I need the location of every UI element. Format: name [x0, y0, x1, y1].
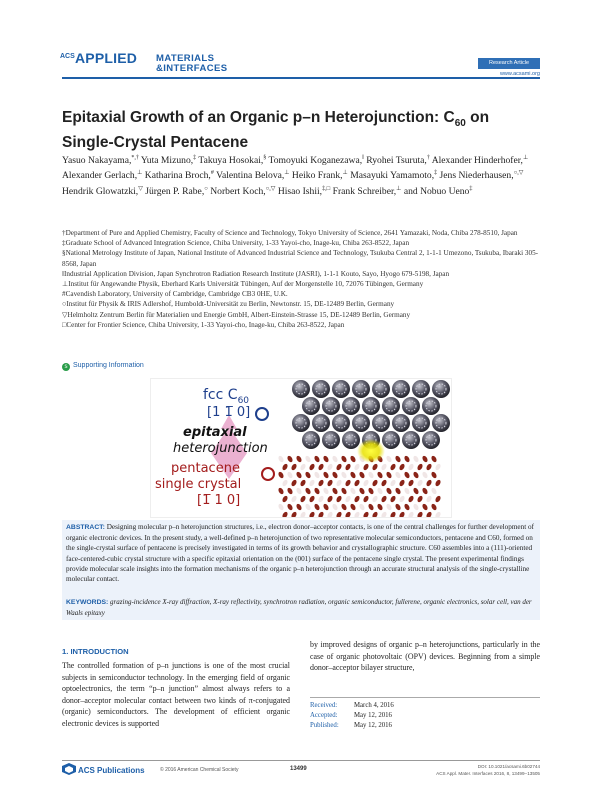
toc-fcc-direction: [1 1̅ 0] — [207, 405, 251, 420]
pentacene-atom — [308, 479, 315, 487]
pentacene-atom — [425, 479, 432, 487]
pentacene-atom — [349, 503, 356, 511]
pentacene-atom — [371, 463, 378, 471]
pentacene-atom — [407, 511, 414, 517]
pentacene-atom — [416, 463, 423, 471]
accepted-date: May 12, 2016 — [354, 712, 392, 719]
pentacene-atom — [371, 495, 378, 503]
pentacene-atom — [304, 487, 311, 495]
publisher-name: ACS Publications — [77, 766, 145, 775]
logo-materials-text: MATERIALS — [156, 53, 215, 64]
pentacene-atom — [434, 463, 441, 471]
pentacene-atom — [412, 455, 419, 463]
pentacene-atom — [412, 503, 419, 511]
pentacene-atom — [277, 471, 284, 479]
pentacene-atom — [376, 471, 383, 479]
acs-publications-logo — [62, 763, 157, 777]
pentacene-atom — [407, 463, 414, 471]
toc-graphic — [150, 378, 452, 518]
c60-molecule — [372, 414, 390, 432]
c60-molecule — [392, 380, 410, 398]
pentacene-atom — [362, 511, 369, 517]
c60-molecule — [292, 414, 310, 432]
c60-molecule — [312, 414, 330, 432]
pentacene-atom — [403, 455, 410, 463]
keywords-label: KEYWORDS: — [66, 599, 109, 606]
received-date: March 4, 2016 — [354, 702, 394, 709]
pentacene-atom — [371, 479, 378, 487]
toc-fcc-label: fcc $C_{60}$ — [203, 387, 250, 406]
pentacene-atom — [403, 503, 410, 511]
pentacene-atom — [290, 463, 297, 471]
author[interactable]: Yasuo Nakayama,*,† — [62, 155, 139, 167]
pentacene-atom — [362, 495, 369, 503]
toc-heterojunction-label: heterojunction — [173, 441, 268, 456]
pentacene-atom — [394, 455, 401, 463]
pentacene-atom — [430, 487, 437, 495]
pentacene-atom — [421, 455, 428, 463]
pentacene-atom — [376, 503, 383, 511]
supporting-info-icon: s — [62, 363, 70, 371]
pentacene-atom — [290, 495, 297, 503]
pentacene-atom — [326, 463, 333, 471]
author[interactable]: Masayuki Yamamoto,‡ — [350, 170, 438, 182]
pentacene-atom — [430, 503, 437, 511]
c60-molecule — [342, 431, 360, 449]
pentacene-atom — [344, 463, 351, 471]
pentacene-atom — [331, 503, 338, 511]
published-date: May 12, 2016 — [354, 722, 392, 729]
article-type-badge: Research Article — [478, 58, 540, 69]
accepted-label: Accepted: — [310, 712, 338, 719]
author[interactable]: Tomoyuki Koganezawa,‖ — [268, 155, 364, 167]
c60-molecule — [332, 414, 350, 432]
pentacene-atom — [340, 471, 347, 479]
body-column-left: The controlled formation of p–n junctions is one of the most crucial subjects in semiconductor technology. In the emerging field of organic optoelectronics, the term “p–n junction” almost always refers to a donor–acceptor molecular contact between two kinds of π-conjugated (organic) semiconductors. The development of efficient organic electronic devices is supported — [62, 661, 290, 728]
pentacene-atom — [349, 455, 356, 463]
pentacene-atom — [416, 511, 423, 517]
pentacene-atom — [335, 495, 342, 503]
affiliation-list — [62, 228, 542, 330]
pentacene-atom — [304, 503, 311, 511]
author[interactable]: Frank Schreiber,⊥ — [332, 185, 402, 197]
toc-top-target-icon — [255, 407, 269, 421]
pentacene-atom — [385, 471, 392, 479]
pentacene-atom — [385, 503, 392, 511]
logo-applied-text: APPLIED — [75, 50, 138, 66]
c60-molecule — [402, 431, 420, 449]
c60-molecule — [432, 380, 450, 398]
pentacene-atom — [394, 487, 401, 495]
pentacene-atom — [308, 511, 315, 517]
pentacene-atom — [295, 503, 302, 511]
pentacene-atom — [299, 479, 306, 487]
pentacene-atom — [286, 455, 293, 463]
pentacene-atom — [295, 471, 302, 479]
keywords-text: grazing-incidence X-ray diffraction, X-ray reflectivity, synchrotron radiation, organic semiconductor, fullerene, organic electronics, solar cell, van der Waals epitaxy — [66, 598, 532, 617]
toc-single-crystal-label: single crystal — [155, 477, 242, 492]
pentacene-atom — [362, 479, 369, 487]
pentacene-atom — [304, 471, 311, 479]
pentacene-atom — [331, 471, 338, 479]
pentacene-atom — [430, 471, 437, 479]
author[interactable]: Jürgen P. Rabe,○ — [145, 185, 208, 197]
pentacene-atom — [416, 495, 423, 503]
pentacene-atom — [358, 503, 365, 511]
pentacene-atom — [385, 455, 392, 463]
pentacene-atom — [344, 495, 351, 503]
header-divider — [62, 77, 540, 79]
author[interactable]: Alexander Gerlach,⊥ — [62, 170, 143, 182]
pentacene-atom — [308, 463, 315, 471]
pentacene-atom — [353, 479, 360, 487]
pentacene-atom — [398, 479, 405, 487]
pentacene-atom — [362, 463, 369, 471]
pentacene-atom — [376, 487, 383, 495]
pentacene-atom — [425, 495, 432, 503]
c60-molecule — [412, 380, 430, 398]
pentacene-atom — [430, 455, 437, 463]
pentacene-atom — [304, 455, 311, 463]
published-label: Published: — [310, 722, 339, 729]
pentacene-atom — [367, 503, 374, 511]
body-column-right: by improved designs of organic p–n heterojunctions, particularly in the case of organic photovoltaic (OPV) devices. Beginning from a simple donor–acceptor bilayer structure, — [310, 640, 540, 673]
pentacene-atom — [344, 511, 351, 517]
c60-molecule — [332, 380, 350, 398]
pentacene-atom — [340, 455, 347, 463]
pentacene-atom — [326, 511, 333, 517]
author[interactable]: Yuta Mizuno,‡ — [140, 155, 197, 167]
c60-molecule — [432, 414, 450, 432]
pentacene-atom — [281, 463, 288, 471]
author[interactable]: Alexander Hinderhofer,⊥ — [431, 155, 529, 167]
pentacene-atom — [434, 495, 441, 503]
pentacene-atom — [290, 511, 297, 517]
author[interactable]: Hendrik Glowatzki,▽ — [62, 185, 143, 197]
c60-molecule — [352, 414, 370, 432]
pentacene-atom — [353, 495, 360, 503]
pentacene-atom — [331, 487, 338, 495]
abstract-label: ABSTRACT: — [66, 524, 105, 531]
pentacene-atom — [380, 479, 387, 487]
c60-molecule — [292, 380, 310, 398]
pentacene-atom — [425, 511, 432, 517]
pentacene-atom — [380, 495, 387, 503]
c60-molecule — [352, 380, 370, 398]
pentacene-atom — [322, 455, 329, 463]
c60-molecule — [362, 397, 380, 415]
citation: ACS Appl. Mater. Interfaces 2016, 8, 13499−13505 — [436, 770, 540, 776]
pentacene-atom — [421, 471, 428, 479]
pentacene-atom — [434, 479, 441, 487]
pentacene-atom — [412, 487, 419, 495]
pentacene-atom — [331, 455, 338, 463]
affiliation: ⊥Institut für Angewandte Physik, Eberhard Karls Universität Tübingen, Auf der Morgenstelle 10, 72076 Tübingen, Germany — [62, 280, 424, 289]
c60-molecule — [422, 397, 440, 415]
pentacene-atom — [277, 455, 284, 463]
pentacene-atom — [317, 495, 324, 503]
pentacene-atom — [412, 471, 419, 479]
pentacene-atom — [398, 495, 405, 503]
pentacene-atom — [286, 471, 293, 479]
affiliation: □Center for Frontier Science, Chiba University, 1-33 Yayoi-cho, Inage-ku, Chiba 263-8522, Japan — [62, 320, 345, 329]
pentacene-atom — [277, 503, 284, 511]
pentacene-atom — [367, 471, 374, 479]
pentacene-atom — [407, 495, 414, 503]
author[interactable]: Ryohei Tsuruta,† — [366, 155, 430, 167]
acs-hexagon-icon — [62, 763, 76, 775]
pentacene-atom — [308, 495, 315, 503]
pentacene-atom — [299, 463, 306, 471]
doi-link[interactable]: DOI: 10.1021/acsami.6b02744 — [477, 764, 540, 769]
pentacene-atom — [389, 495, 396, 503]
pentacene-atom — [385, 487, 392, 495]
pentacene-atom — [313, 471, 320, 479]
pentacene-atom — [398, 511, 405, 517]
pentacene-atom — [277, 487, 284, 495]
copyright: © 2016 American Chemical Society — [160, 767, 239, 773]
c60-molecule — [382, 397, 400, 415]
pentacene-atom — [434, 511, 441, 517]
c60-molecule — [322, 431, 340, 449]
pentacene-atom — [281, 495, 288, 503]
pentacene-atom — [340, 487, 347, 495]
c60-molecule — [342, 397, 360, 415]
pentacene-atom — [290, 479, 297, 487]
c60-molecule — [422, 431, 440, 449]
author[interactable]: Norbert Koch,○,▽ — [210, 185, 276, 197]
author[interactable]: Katharina Broch,# — [144, 170, 214, 182]
author[interactable]: Heiko Frank,⊥ — [291, 170, 348, 182]
pentacene-atom — [416, 479, 423, 487]
pentacene-atom — [322, 471, 329, 479]
pentacene-atom — [340, 503, 347, 511]
c60-molecule — [412, 414, 430, 432]
c60-molecule — [322, 397, 340, 415]
affiliation: #Cavendish Laboratory, University of Cambridge, Cambridge CB3 0HE, U.K. — [62, 290, 288, 299]
pentacene-atom — [358, 471, 365, 479]
pentacene-atom — [299, 511, 306, 517]
pentacene-atom — [344, 479, 351, 487]
toc-pentacene-label: pentacene — [171, 461, 240, 476]
author[interactable]: Valentina Belova,⊥ — [216, 170, 290, 182]
c60-molecule — [382, 431, 400, 449]
pentacene-atom — [403, 471, 410, 479]
pentacene-atom — [295, 487, 302, 495]
author-list — [62, 152, 542, 198]
pentacene-atom — [317, 463, 324, 471]
pentacene-atom — [425, 463, 432, 471]
affiliation: §National Metrology Institute of Japan, National Institute of Advanced Industrial Science and Technology, Tsukuba Central 2, 1-1-1 Umezono, Tsukuba, Ibaraki 305-8568, Japan — [62, 249, 539, 268]
keywords — [66, 597, 536, 618]
affiliation: †Department of Pure and Applied Chemistry, Faculty of Science and Technology, Tokyo University of Science, 2641 Yamazaki, Noda, Chiba 278-8510, Japan — [62, 229, 518, 237]
c60-molecule — [312, 380, 330, 398]
logo-acs-text: ACS — [60, 53, 75, 60]
toc-bottom-target-icon — [261, 467, 275, 481]
pentacene-atom — [371, 511, 378, 517]
affiliation: ‡Graduate School of Advanced Integration Science, Chiba University, 1-33 Yayoi-cho, Inage-ku, Chiba 263-8522, Japan — [62, 239, 410, 248]
pentacene-atom — [353, 511, 360, 517]
c60-layer — [292, 380, 450, 449]
pentacene-atom — [286, 503, 293, 511]
pentacene-atom — [358, 487, 365, 495]
epitaxial-highlight — [357, 439, 385, 463]
author[interactable]: and Nobuo Ueno‡ — [403, 185, 473, 197]
pentacene-atom — [295, 455, 302, 463]
pentacene-atom — [389, 463, 396, 471]
section-heading: 1. INTRODUCTION — [62, 647, 129, 656]
page-number: 13499 — [290, 766, 307, 772]
pentacene-atom — [326, 479, 333, 487]
pentacene-atom — [335, 479, 342, 487]
pentacene-atom — [389, 511, 396, 517]
pentacene-atom — [394, 471, 401, 479]
c60-molecule — [372, 380, 390, 398]
abstract-text: Designing molecular p–n heterojunction structures, i.e., electron donor–acceptor contacts, is one of the central challenges for further development of organic electronic devices. In the present study, a well-defined p–n heterojunction of two representative molecular semiconductors, pentacene and C60, formed on the single-crystal surface of pentacene is precisely investigated in terms of its growth behavior and crystallographic structure. C60 assembles into a (111)-oriented face-centered-cubic crystal structure with a specific epitaxial orientation on the (001) surface of the pentacene single crystal. The present experimental findings provide molecular scale insights into the formation mechanisms of the organic p–n heterojunction through an accurate structural analysis of the single-crystalline molecular contact. — [66, 523, 534, 584]
affiliation: ○Institut für Physik & IRIS Adlershof, Humboldt-Universität zu Berlin, Newtonstr. 15, DE-12489 Berlin, Germany — [62, 300, 395, 309]
c60-molecule — [302, 397, 320, 415]
pentacene-atom — [353, 463, 360, 471]
pentacene-atom — [380, 463, 387, 471]
c60-molecule — [402, 397, 420, 415]
toc-pentacene-direction: [1̅ 1 0] — [197, 493, 241, 508]
toc-epitaxial-label: epitaxial — [183, 425, 247, 440]
pentacene-atom — [394, 503, 401, 511]
journal-website-link[interactable]: www.acsami.org — [499, 71, 540, 77]
c60-molecule — [392, 414, 410, 432]
pentacene-layer — [277, 455, 441, 517]
pentacene-atom — [326, 495, 333, 503]
author[interactable]: Jens Niederhausen,○,▽ — [439, 170, 524, 182]
pentacene-atom — [335, 463, 342, 471]
doi-citation — [400, 764, 540, 777]
pentacene-atom — [421, 503, 428, 511]
pentacene-atom — [367, 487, 374, 495]
pentacene-atom — [286, 487, 293, 495]
abstract — [66, 522, 536, 584]
pentacene-atom — [281, 511, 288, 517]
author[interactable]: Takuya Hosokai,§ — [198, 155, 267, 167]
pentacene-atom — [313, 455, 320, 463]
pentacene-atom — [407, 479, 414, 487]
article-title: Epitaxial Growth of an Organic p–n Heterojunction: $C_{60}$ on Single-Crystal Pentacene — [62, 109, 490, 152]
pentacene-atom — [313, 503, 320, 511]
footer-divider — [62, 760, 540, 761]
pentacene-atom — [389, 479, 396, 487]
pentacene-atom — [281, 479, 288, 487]
pentacene-atom — [317, 511, 324, 517]
pentacene-atom — [299, 495, 306, 503]
logo-interfaces-text: &INTERFACES — [156, 63, 228, 74]
pentacene-atom — [349, 471, 356, 479]
pentacene-atom — [322, 503, 329, 511]
pentacene-atom — [349, 487, 356, 495]
pentacene-atom — [403, 487, 410, 495]
pentacene-atom — [421, 487, 428, 495]
affiliation: ‖Industrial Application Division, Japan Synchrotron Radiation Research Institute (JASRI), 1-1-1 Kouto, Sayo, Hyogo 679-5198, Japan — [62, 269, 450, 278]
pentacene-atom — [380, 511, 387, 517]
pentacene-atom — [313, 487, 320, 495]
pentacene-atom — [335, 511, 342, 517]
c60-molecule — [302, 431, 320, 449]
pentacene-atom — [398, 463, 405, 471]
publication-dates — [310, 697, 540, 731]
supporting-info-label: Supporting Information — [73, 362, 144, 369]
affiliation: ▽Helmholtz Zentrum Berlin für Materialien und Energie GmbH, Albert-Einstein-Strasse 15, DE-12489 Berlin, Germany — [62, 310, 411, 319]
pentacene-atom — [322, 487, 329, 495]
author[interactable]: Hisao Ishii,‡,□ — [277, 185, 331, 197]
supporting-info-link[interactable] — [62, 362, 144, 371]
pentacene-atom — [317, 479, 324, 487]
received-label: Received: — [310, 702, 338, 709]
